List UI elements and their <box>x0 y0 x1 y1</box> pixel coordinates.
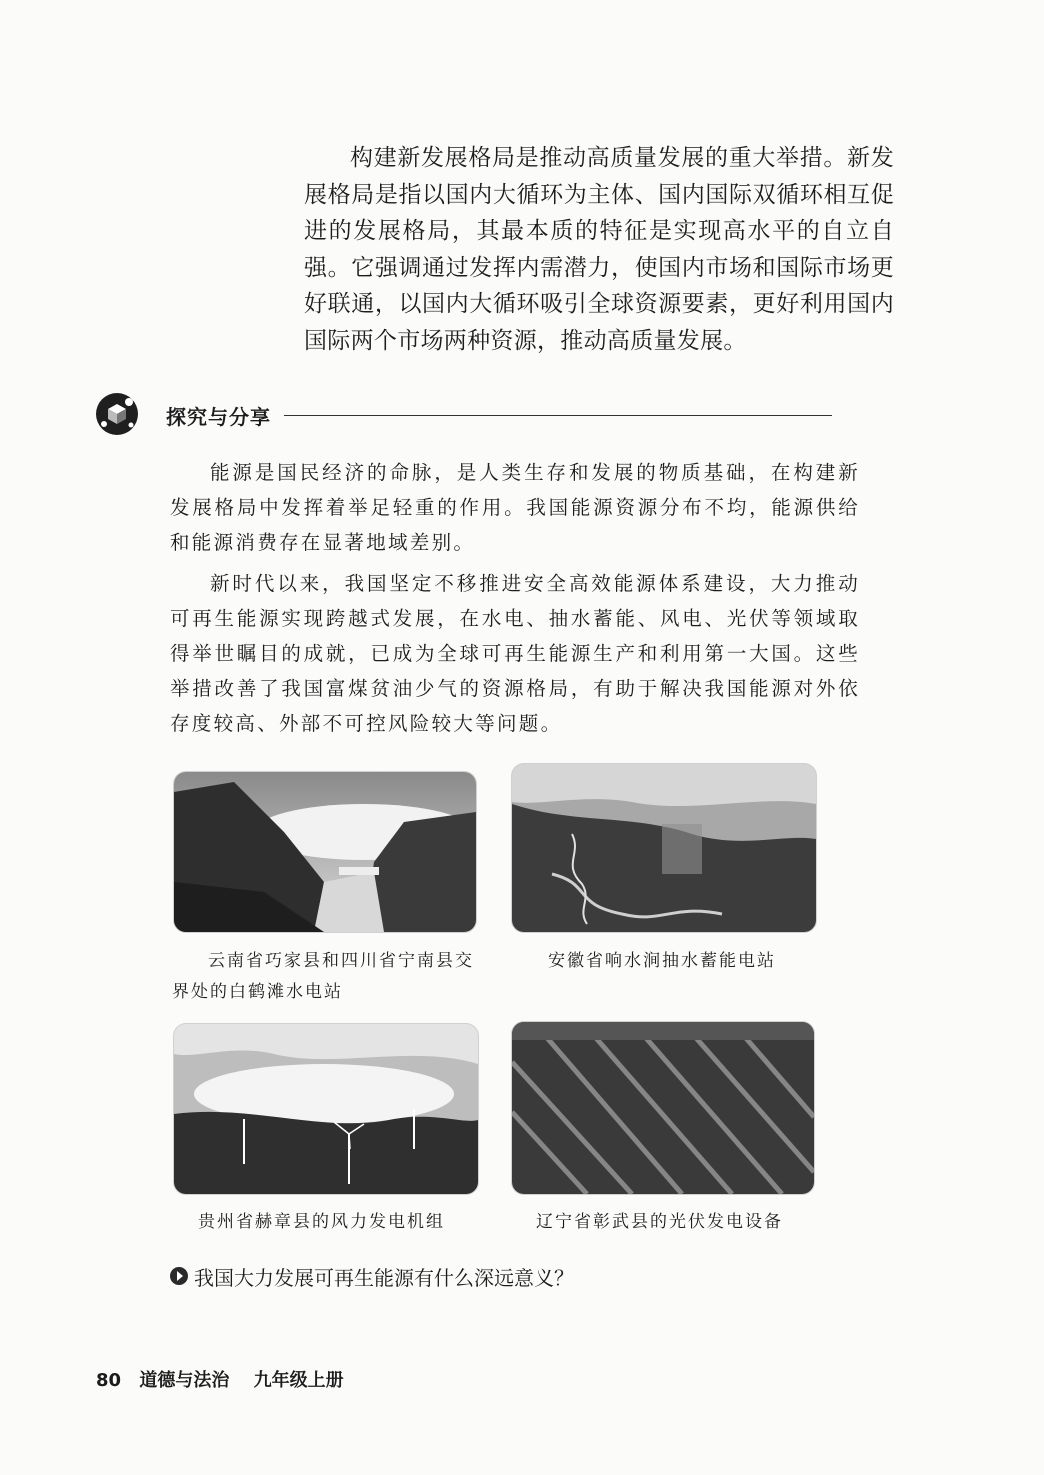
grade-label: 九年级上册 <box>253 1370 344 1391</box>
section-title: 探究与分享 <box>166 405 271 429</box>
page-footer <box>96 1366 344 1392</box>
cube-dots-icon <box>96 393 138 435</box>
solar-farm-photo <box>512 1022 814 1194</box>
section-header <box>96 393 856 437</box>
caption-wind-farm: 贵州省赫章县的风力发电机组 <box>198 1212 445 1232</box>
caption-pumped-storage: 安徽省响水涧抽水蓄能电站 <box>548 951 776 971</box>
caption-solar-farm: 辽宁省彰武县的光伏发电设备 <box>536 1212 783 1232</box>
caption-hydropower: 云南省巧家县和四川省宁南县交界处的白鹤滩水电站 <box>172 951 474 1002</box>
wind-farm-photo <box>174 1024 478 1194</box>
page-number: 80 <box>96 1370 122 1391</box>
question-text: 我国大力发展可再生能源有什么深远意义？ <box>194 1266 574 1290</box>
book-title: 道德与法治 <box>139 1370 230 1391</box>
body-paragraph-1: 能源是国民经济的命脉，是人类生存和发展的物质基础，在构建新发展格局中发挥着举足轻重的作用。我国能源资源分布不均，能源供给和能源消费存在显著地域差别。 <box>170 461 860 554</box>
body-paragraph-2: 新时代以来，我国坚定不移推进安全高效能源体系建设，大力推动可再生能源实现跨越式发展，在水电、抽水蓄能、风电、光伏等领域取得举世瞩目的成就，已成为全球可再生能源生产和利用第一大国。这些举措改善了我国富煤贫油少气的资源格局，有助于解决我国能源对外依存度较高、外部不可控风险较大等问题。 <box>170 572 860 735</box>
play-bullet-icon <box>170 1267 188 1285</box>
pumped-storage-station-photo <box>512 764 816 932</box>
intro-paragraph: 构建新发展格局是推动高质量发展的重大举措。新发展格局是指以国内大循环为主体、国内国际双循环相互促进的发展格局，其最本质的特征是实现高水平的自立自强。它强调通过发挥内需潜力，使国内市场和国际市场更好联通，以国内大循环吸引全球资源要素，更好利用国内国际两个市场两种资源，推动高质量发展。 <box>304 145 894 354</box>
section-divider <box>284 415 832 416</box>
hydropower-station-photo <box>174 772 476 932</box>
